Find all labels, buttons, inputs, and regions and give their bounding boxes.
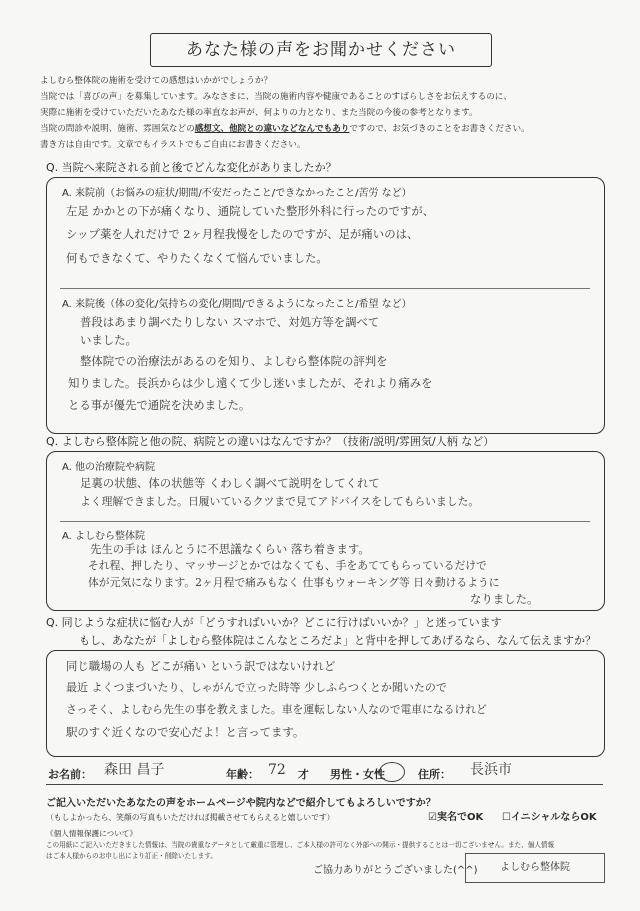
handwritten-line: いました。: [80, 333, 137, 347]
address-value: 長浜市: [470, 762, 512, 778]
question-1: Q. 当院へ来院される前と後でどんな変化がありましたか？: [46, 161, 337, 174]
handwritten-line: 駅のすぐ近くなので安心だよ！と言ってます。: [66, 725, 305, 739]
intro-line: 当院では「喜びの声」を募集しています。みなさまに、当院の施術内容や健康であることのすばらしさをお伝えするのに、: [40, 92, 512, 102]
consent-initial-option[interactable]: ☐イニシャルならOK: [502, 812, 597, 823]
handwritten-line: 先生の手は ほんとうに不思議なくらい 落ち着きます。: [90, 542, 370, 556]
handwritten-line: 知りました。長浜からは少し遠くて少し迷いましたが、それより痛みを: [68, 376, 433, 390]
question-3-line-2: もし、あなたが「よしむら整体院はこんなところだよ」と背中を押してあげるなら、なんて伝えますか？: [79, 634, 596, 647]
question-2: Q. よしむら整体院と他の院、病院との違いはなんですか？（技術/説明/雰囲気/人柄 など）: [46, 435, 495, 448]
handwritten-line: 左足 かかとの下が痛くなり、通院していた整形外科に行ったのですが、: [66, 204, 435, 218]
section-divider: [60, 521, 590, 522]
address-label: 住所：: [418, 768, 451, 781]
before-answer: [66, 203, 434, 266]
handwritten-line: 同じ職場の人も どこが痛い という訳ではないけれど: [66, 659, 336, 673]
q3-answer: [66, 658, 487, 740]
name-label: お名前：: [48, 768, 92, 781]
other-clinic-answer: [80, 475, 479, 510]
intro-line: 実際に施術を受けていただいたあなた様の率直なお声が、何よりの力となり、また当院の今後の参考となります。: [40, 108, 478, 118]
handwritten-line: よく理解できました。日履いているクツまで見てアドバイスをしてもらいました。: [80, 495, 480, 508]
intro-line: 書き方は自由です。文章でもイラストでもご自由にお書きください。: [40, 140, 306, 150]
handwritten-line: さっそく、よしむら先生の事を教えました。車を運転しない人なので電車になるけれど: [66, 703, 487, 716]
thanks-text: ご協力ありがとうございました(^^): [313, 865, 478, 876]
handwritten-line: 普段はあまり調べたりしない スマホで、対処方等を調べて: [80, 315, 380, 329]
privacy-line: はご本人様からのお申し出により訂正・削除いたします。: [46, 852, 217, 860]
handwritten-line: 整体院での治療法があるのを知り、よしむら整体院の評判を: [80, 354, 388, 368]
age-value: 72: [268, 762, 286, 778]
yoshimura-answer: [90, 541, 538, 607]
clinic-name-box: よしむら整体院: [465, 853, 605, 883]
handwritten-line: 最近 よくつまづいたり、しゃがんで立った時等 少しふらつくとか聞いたので: [66, 681, 447, 694]
before-label: A. 来院前（お悩みの症状/期間/不安だったこと/できなかったこと/苦労 など）: [62, 188, 412, 199]
privacy-line: この用紙にご記入いただきました情報は、当院の貴重なデータとして厳重に管理し、ご本人様の許可なく外部への開示・提供することは一切ございません。また、個人情報: [46, 841, 555, 849]
handwritten-line: シップ薬を人れだけで 2ヶ月程我慢をしたのですが、足が痛いのは、: [66, 227, 419, 241]
after-answer: [68, 314, 433, 413]
handwritten-line: 体が元気になります。2ヶ月程で痛みもなく 仕事もウォーキング等 日々動けるように: [88, 576, 500, 589]
yoshimura-label: A. よしむら整体院: [62, 531, 146, 542]
section-divider: [60, 288, 590, 289]
consent-note: （もしよかったら、笑顔の写真もいただければ掲載させてもらえると嬉しいです）: [46, 813, 335, 822]
age-label: 年齢：: [226, 768, 259, 781]
consent-question: ご記入いただいたあなたの声をホームページや院内などで紹介してもよろしいですか？: [46, 798, 436, 809]
female-circle: [379, 762, 405, 782]
intro-text: [40, 73, 610, 153]
question-3: Q. 同じような症状に悩む人が「どうすればいいか？どこに行けばいいか？」と迷っています: [46, 616, 502, 629]
other-clinic-label: A. 他の治療院や病院: [62, 462, 156, 473]
handwritten-line: それ程、押したり、マッサージとかではなくても、手をあててもらっているだけで: [88, 559, 487, 572]
handwritten-line: 足裏の状態、体の状態等 くわしく調べて説明をしてくれて: [80, 476, 380, 490]
intro-line: よしむら整体院の施術を受けての感想はいかがでしょうか？: [40, 76, 273, 86]
intro-line: 当院の問診や説明、施術、雰囲気などの感想文、他院との違いなどなんでもありですので、お気づきのことをお書きください。: [40, 124, 530, 134]
age-unit: 才: [298, 768, 309, 781]
consent-real-name-option[interactable]: ☑実名でOK: [428, 812, 484, 823]
privacy-heading: 《個人情報保護について》: [46, 829, 137, 838]
handwritten-line: なりました。: [470, 592, 539, 606]
handwritten-line: とる事が優先で通院を決めました。: [68, 398, 251, 412]
sex-label: 男性・女性: [330, 768, 385, 781]
handwritten-line: 何もできなくて、やりたくなくて悩んでいました。: [66, 251, 328, 265]
after-label: A. 来院後（体の変化/気持ちの変化/期間/できるようになったこと/希望 など）: [62, 299, 412, 310]
page-title: あなた様の声をお聞かせください: [150, 33, 492, 67]
name-value: 森田 昌子: [104, 762, 165, 778]
